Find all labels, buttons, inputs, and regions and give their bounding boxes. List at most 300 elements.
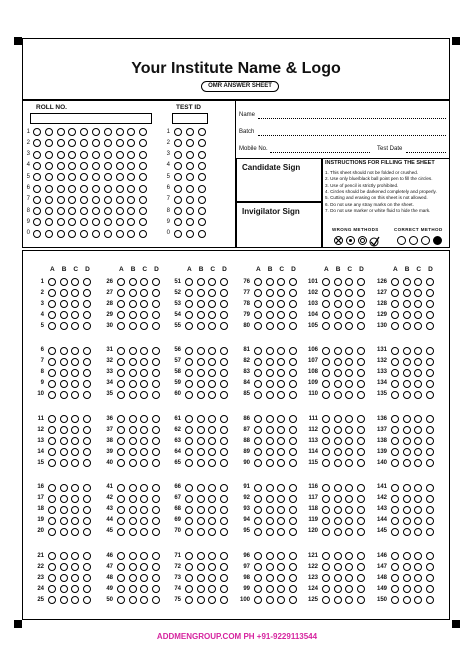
test-id-bubble[interactable] bbox=[174, 162, 182, 170]
roll-no-bubble[interactable] bbox=[57, 196, 65, 204]
answer-bubble[interactable] bbox=[322, 517, 330, 525]
answer-bubble[interactable] bbox=[117, 596, 125, 604]
answer-bubble[interactable] bbox=[117, 448, 125, 456]
answer-bubble[interactable] bbox=[152, 358, 160, 366]
answer-bubble[interactable] bbox=[357, 358, 365, 366]
answer-bubble[interactable] bbox=[117, 484, 125, 492]
answer-bubble[interactable] bbox=[426, 517, 434, 525]
answer-bubble[interactable] bbox=[117, 517, 125, 525]
answer-bubble[interactable] bbox=[197, 278, 205, 286]
answer-bubble[interactable] bbox=[117, 437, 125, 445]
answer-bubble[interactable] bbox=[391, 358, 399, 366]
test-id-bubble[interactable] bbox=[186, 207, 194, 215]
answer-bubble[interactable] bbox=[129, 437, 137, 445]
answer-bubble[interactable] bbox=[334, 437, 342, 445]
roll-no-bubble[interactable] bbox=[104, 128, 112, 136]
answer-bubble[interactable] bbox=[277, 528, 285, 536]
answer-bubble[interactable] bbox=[83, 506, 91, 514]
answer-bubble[interactable] bbox=[197, 495, 205, 503]
answer-bubble[interactable] bbox=[357, 528, 365, 536]
answer-bubble[interactable] bbox=[266, 506, 274, 514]
answer-bubble[interactable] bbox=[83, 391, 91, 399]
answer-bubble[interactable] bbox=[414, 391, 422, 399]
answer-bubble[interactable] bbox=[197, 506, 205, 514]
answer-bubble[interactable] bbox=[129, 322, 137, 330]
roll-no-bubble[interactable] bbox=[92, 128, 100, 136]
test-id-write-box[interactable] bbox=[172, 113, 208, 124]
answer-bubble[interactable] bbox=[391, 415, 399, 423]
answer-bubble[interactable] bbox=[48, 437, 56, 445]
answer-bubble[interactable] bbox=[197, 426, 205, 434]
test-id-bubble[interactable] bbox=[198, 196, 206, 204]
answer-bubble[interactable] bbox=[403, 459, 411, 467]
answer-bubble[interactable] bbox=[129, 506, 137, 514]
answer-bubble[interactable] bbox=[403, 380, 411, 388]
answer-bubble[interactable] bbox=[152, 380, 160, 388]
answer-bubble[interactable] bbox=[414, 358, 422, 366]
test-id-bubble[interactable] bbox=[198, 218, 206, 226]
answer-bubble[interactable] bbox=[117, 552, 125, 560]
answer-bubble[interactable] bbox=[403, 528, 411, 536]
answer-bubble[interactable] bbox=[48, 528, 56, 536]
answer-bubble[interactable] bbox=[334, 391, 342, 399]
answer-bubble[interactable] bbox=[208, 495, 216, 503]
answer-bubble[interactable] bbox=[117, 358, 125, 366]
answer-bubble[interactable] bbox=[266, 369, 274, 377]
answer-bubble[interactable] bbox=[197, 596, 205, 604]
answer-bubble[interactable] bbox=[322, 495, 330, 503]
answer-bubble[interactable] bbox=[391, 278, 399, 286]
roll-no-bubble[interactable] bbox=[104, 230, 112, 238]
answer-bubble[interactable] bbox=[254, 322, 262, 330]
answer-bubble[interactable] bbox=[129, 585, 137, 593]
answer-bubble[interactable] bbox=[322, 278, 330, 286]
answer-bubble[interactable] bbox=[266, 426, 274, 434]
answer-bubble[interactable] bbox=[185, 289, 193, 297]
answer-bubble[interactable] bbox=[220, 528, 228, 536]
answer-bubble[interactable] bbox=[277, 369, 285, 377]
answer-bubble[interactable] bbox=[345, 391, 353, 399]
answer-bubble[interactable] bbox=[129, 459, 137, 467]
answer-bubble[interactable] bbox=[334, 596, 342, 604]
roll-no-bubble[interactable] bbox=[92, 151, 100, 159]
roll-no-bubble[interactable] bbox=[45, 162, 53, 170]
answer-bubble[interactable] bbox=[266, 448, 274, 456]
answer-bubble[interactable] bbox=[197, 289, 205, 297]
answer-bubble[interactable] bbox=[426, 347, 434, 355]
answer-bubble[interactable] bbox=[185, 517, 193, 525]
answer-bubble[interactable] bbox=[152, 506, 160, 514]
answer-bubble[interactable] bbox=[266, 495, 274, 503]
answer-bubble[interactable] bbox=[48, 426, 56, 434]
answer-bubble[interactable] bbox=[117, 459, 125, 467]
answer-bubble[interactable] bbox=[322, 322, 330, 330]
roll-no-bubble[interactable] bbox=[45, 128, 53, 136]
answer-bubble[interactable] bbox=[129, 484, 137, 492]
answer-bubble[interactable] bbox=[414, 506, 422, 514]
test-id-bubble[interactable] bbox=[174, 185, 182, 193]
answer-bubble[interactable] bbox=[71, 484, 79, 492]
answer-bubble[interactable] bbox=[197, 347, 205, 355]
answer-bubble[interactable] bbox=[60, 358, 68, 366]
roll-no-bubble[interactable] bbox=[57, 128, 65, 136]
roll-no-bubble[interactable] bbox=[116, 196, 124, 204]
answer-bubble[interactable] bbox=[117, 322, 125, 330]
answer-bubble[interactable] bbox=[403, 506, 411, 514]
answer-bubble[interactable] bbox=[185, 278, 193, 286]
answer-bubble[interactable] bbox=[140, 528, 148, 536]
answer-bubble[interactable] bbox=[83, 369, 91, 377]
answer-bubble[interactable] bbox=[197, 358, 205, 366]
answer-bubble[interactable] bbox=[322, 300, 330, 308]
answer-bubble[interactable] bbox=[48, 380, 56, 388]
answer-bubble[interactable] bbox=[254, 596, 262, 604]
answer-bubble[interactable] bbox=[254, 563, 262, 571]
answer-bubble[interactable] bbox=[117, 300, 125, 308]
roll-no-bubble[interactable] bbox=[45, 207, 53, 215]
answer-bubble[interactable] bbox=[60, 506, 68, 514]
answer-bubble[interactable] bbox=[254, 459, 262, 467]
answer-bubble[interactable] bbox=[254, 437, 262, 445]
answer-bubble[interactable] bbox=[71, 347, 79, 355]
roll-no-bubble[interactable] bbox=[116, 151, 124, 159]
answer-bubble[interactable] bbox=[391, 300, 399, 308]
test-id-bubble[interactable] bbox=[186, 230, 194, 238]
answer-bubble[interactable] bbox=[117, 415, 125, 423]
answer-bubble[interactable] bbox=[266, 484, 274, 492]
answer-bubble[interactable] bbox=[334, 415, 342, 423]
answer-bubble[interactable] bbox=[129, 369, 137, 377]
answer-bubble[interactable] bbox=[403, 358, 411, 366]
test-id-bubble[interactable] bbox=[198, 230, 206, 238]
answer-bubble[interactable] bbox=[83, 347, 91, 355]
answer-bubble[interactable] bbox=[345, 517, 353, 525]
answer-bubble[interactable] bbox=[254, 391, 262, 399]
answer-bubble[interactable] bbox=[185, 448, 193, 456]
answer-bubble[interactable] bbox=[403, 391, 411, 399]
answer-bubble[interactable] bbox=[357, 369, 365, 377]
answer-bubble[interactable] bbox=[60, 528, 68, 536]
answer-bubble[interactable] bbox=[220, 484, 228, 492]
answer-bubble[interactable] bbox=[220, 369, 228, 377]
answer-bubble[interactable] bbox=[391, 563, 399, 571]
answer-bubble[interactable] bbox=[185, 358, 193, 366]
answer-bubble[interactable] bbox=[277, 506, 285, 514]
answer-bubble[interactable] bbox=[197, 380, 205, 388]
answer-bubble[interactable] bbox=[60, 574, 68, 582]
answer-bubble[interactable] bbox=[129, 289, 137, 297]
answer-bubble[interactable] bbox=[254, 552, 262, 560]
answer-bubble[interactable] bbox=[185, 415, 193, 423]
answer-bubble[interactable] bbox=[48, 347, 56, 355]
answer-bubble[interactable] bbox=[357, 380, 365, 388]
test-id-bubble[interactable] bbox=[198, 128, 206, 136]
answer-bubble[interactable] bbox=[334, 289, 342, 297]
roll-no-bubble[interactable] bbox=[80, 151, 88, 159]
answer-bubble[interactable] bbox=[197, 322, 205, 330]
answer-bubble[interactable] bbox=[334, 495, 342, 503]
test-id-bubble[interactable] bbox=[174, 128, 182, 136]
roll-no-bubble[interactable] bbox=[104, 151, 112, 159]
answer-bubble[interactable] bbox=[391, 289, 399, 297]
roll-no-bubble[interactable] bbox=[45, 230, 53, 238]
answer-bubble[interactable] bbox=[391, 596, 399, 604]
test-id-bubble[interactable] bbox=[186, 151, 194, 159]
answer-bubble[interactable] bbox=[197, 552, 205, 560]
answer-bubble[interactable] bbox=[403, 484, 411, 492]
answer-bubble[interactable] bbox=[334, 506, 342, 514]
answer-bubble[interactable] bbox=[334, 300, 342, 308]
answer-bubble[interactable] bbox=[60, 426, 68, 434]
roll-no-bubble[interactable] bbox=[68, 151, 76, 159]
answer-bubble[interactable] bbox=[220, 358, 228, 366]
test-id-bubble[interactable] bbox=[186, 173, 194, 181]
answer-bubble[interactable] bbox=[185, 585, 193, 593]
answer-bubble[interactable] bbox=[403, 574, 411, 582]
roll-no-bubble[interactable] bbox=[57, 162, 65, 170]
answer-bubble[interactable] bbox=[140, 484, 148, 492]
roll-no-bubble[interactable] bbox=[116, 128, 124, 136]
roll-no-bubble[interactable] bbox=[116, 207, 124, 215]
answer-bubble[interactable] bbox=[208, 528, 216, 536]
answer-bubble[interactable] bbox=[117, 506, 125, 514]
roll-no-bubble[interactable] bbox=[57, 218, 65, 226]
answer-bubble[interactable] bbox=[322, 459, 330, 467]
answer-bubble[interactable] bbox=[152, 528, 160, 536]
roll-no-bubble[interactable] bbox=[45, 151, 53, 159]
answer-bubble[interactable] bbox=[289, 391, 297, 399]
answer-bubble[interactable] bbox=[426, 484, 434, 492]
answer-bubble[interactable] bbox=[345, 380, 353, 388]
answer-bubble[interactable] bbox=[71, 391, 79, 399]
answer-bubble[interactable] bbox=[48, 322, 56, 330]
answer-bubble[interactable] bbox=[414, 369, 422, 377]
roll-no-bubble[interactable] bbox=[116, 185, 124, 193]
answer-bubble[interactable] bbox=[197, 437, 205, 445]
answer-bubble[interactable] bbox=[197, 391, 205, 399]
answer-bubble[interactable] bbox=[129, 391, 137, 399]
answer-bubble[interactable] bbox=[152, 484, 160, 492]
answer-bubble[interactable] bbox=[322, 596, 330, 604]
answer-bubble[interactable] bbox=[60, 552, 68, 560]
answer-bubble[interactable] bbox=[197, 311, 205, 319]
answer-bubble[interactable] bbox=[254, 380, 262, 388]
answer-bubble[interactable] bbox=[277, 484, 285, 492]
answer-bubble[interactable] bbox=[83, 484, 91, 492]
roll-no-bubble[interactable] bbox=[104, 173, 112, 181]
answer-bubble[interactable] bbox=[403, 347, 411, 355]
answer-bubble[interactable] bbox=[334, 369, 342, 377]
answer-bubble[interactable] bbox=[426, 528, 434, 536]
answer-bubble[interactable] bbox=[345, 495, 353, 503]
test-id-bubble[interactable] bbox=[198, 173, 206, 181]
answer-bubble[interactable] bbox=[185, 484, 193, 492]
roll-no-bubble[interactable] bbox=[57, 207, 65, 215]
answer-bubble[interactable] bbox=[185, 391, 193, 399]
roll-no-bubble[interactable] bbox=[68, 185, 76, 193]
answer-bubble[interactable] bbox=[266, 391, 274, 399]
answer-bubble[interactable] bbox=[60, 347, 68, 355]
answer-bubble[interactable] bbox=[403, 517, 411, 525]
answer-bubble[interactable] bbox=[391, 437, 399, 445]
answer-bubble[interactable] bbox=[289, 506, 297, 514]
answer-bubble[interactable] bbox=[345, 506, 353, 514]
roll-no-bubble[interactable] bbox=[57, 173, 65, 181]
answer-bubble[interactable] bbox=[48, 495, 56, 503]
answer-bubble[interactable] bbox=[129, 358, 137, 366]
answer-bubble[interactable] bbox=[391, 528, 399, 536]
answer-bubble[interactable] bbox=[426, 369, 434, 377]
answer-bubble[interactable] bbox=[60, 596, 68, 604]
answer-bubble[interactable] bbox=[60, 278, 68, 286]
answer-bubble[interactable] bbox=[117, 585, 125, 593]
answer-bubble[interactable] bbox=[254, 426, 262, 434]
answer-bubble[interactable] bbox=[277, 358, 285, 366]
answer-bubble[interactable] bbox=[48, 311, 56, 319]
answer-bubble[interactable] bbox=[403, 437, 411, 445]
answer-bubble[interactable] bbox=[185, 495, 193, 503]
answer-bubble[interactable] bbox=[322, 380, 330, 388]
batch-field-line[interactable] bbox=[258, 135, 446, 136]
answer-bubble[interactable] bbox=[266, 596, 274, 604]
answer-bubble[interactable] bbox=[322, 585, 330, 593]
roll-no-bubble[interactable] bbox=[57, 185, 65, 193]
roll-no-bubble[interactable] bbox=[116, 173, 124, 181]
answer-bubble[interactable] bbox=[48, 415, 56, 423]
answer-bubble[interactable] bbox=[254, 369, 262, 377]
answer-bubble[interactable] bbox=[197, 574, 205, 582]
answer-bubble[interactable] bbox=[185, 426, 193, 434]
answer-bubble[interactable] bbox=[60, 585, 68, 593]
answer-bubble[interactable] bbox=[129, 596, 137, 604]
answer-bubble[interactable] bbox=[129, 448, 137, 456]
roll-no-bubble[interactable] bbox=[92, 162, 100, 170]
answer-bubble[interactable] bbox=[140, 358, 148, 366]
answer-bubble[interactable] bbox=[129, 347, 137, 355]
answer-bubble[interactable] bbox=[254, 585, 262, 593]
roll-no-bubble[interactable] bbox=[57, 139, 65, 147]
answer-bubble[interactable] bbox=[48, 391, 56, 399]
answer-bubble[interactable] bbox=[403, 289, 411, 297]
answer-bubble[interactable] bbox=[403, 552, 411, 560]
roll-no-write-box[interactable] bbox=[30, 113, 152, 124]
answer-bubble[interactable] bbox=[322, 415, 330, 423]
answer-bubble[interactable] bbox=[60, 517, 68, 525]
answer-bubble[interactable] bbox=[414, 517, 422, 525]
answer-bubble[interactable] bbox=[197, 484, 205, 492]
answer-bubble[interactable] bbox=[254, 358, 262, 366]
mobile-field-line[interactable] bbox=[270, 152, 370, 153]
test-id-bubble[interactable] bbox=[198, 185, 206, 193]
answer-bubble[interactable] bbox=[140, 380, 148, 388]
answer-bubble[interactable] bbox=[60, 437, 68, 445]
test-id-bubble[interactable] bbox=[174, 151, 182, 159]
answer-bubble[interactable] bbox=[403, 448, 411, 456]
answer-bubble[interactable] bbox=[60, 289, 68, 297]
answer-bubble[interactable] bbox=[60, 484, 68, 492]
test-id-bubble[interactable] bbox=[174, 230, 182, 238]
answer-bubble[interactable] bbox=[414, 380, 422, 388]
answer-bubble[interactable] bbox=[345, 358, 353, 366]
answer-bubble[interactable] bbox=[254, 289, 262, 297]
answer-bubble[interactable] bbox=[266, 574, 274, 582]
answer-bubble[interactable] bbox=[254, 448, 262, 456]
answer-bubble[interactable] bbox=[254, 278, 262, 286]
answer-bubble[interactable] bbox=[334, 347, 342, 355]
answer-bubble[interactable] bbox=[334, 574, 342, 582]
answer-bubble[interactable] bbox=[60, 300, 68, 308]
answer-bubble[interactable] bbox=[322, 391, 330, 399]
answer-bubble[interactable] bbox=[403, 278, 411, 286]
answer-bubble[interactable] bbox=[48, 596, 56, 604]
answer-bubble[interactable] bbox=[197, 459, 205, 467]
answer-bubble[interactable] bbox=[345, 484, 353, 492]
answer-bubble[interactable] bbox=[403, 322, 411, 330]
test-id-bubble[interactable] bbox=[198, 139, 206, 147]
answer-bubble[interactable] bbox=[266, 289, 274, 297]
answer-bubble[interactable] bbox=[254, 347, 262, 355]
answer-bubble[interactable] bbox=[117, 347, 125, 355]
answer-bubble[interactable] bbox=[357, 506, 365, 514]
answer-bubble[interactable] bbox=[277, 495, 285, 503]
test-id-bubble[interactable] bbox=[198, 207, 206, 215]
answer-bubble[interactable] bbox=[266, 358, 274, 366]
answer-bubble[interactable] bbox=[345, 369, 353, 377]
answer-bubble[interactable] bbox=[254, 506, 262, 514]
answer-bubble[interactable] bbox=[129, 278, 137, 286]
answer-bubble[interactable] bbox=[129, 563, 137, 571]
answer-bubble[interactable] bbox=[266, 311, 274, 319]
answer-bubble[interactable] bbox=[403, 415, 411, 423]
roll-no-bubble[interactable] bbox=[80, 196, 88, 204]
answer-bubble[interactable] bbox=[129, 552, 137, 560]
answer-bubble[interactable] bbox=[60, 391, 68, 399]
answer-bubble[interactable] bbox=[83, 528, 91, 536]
answer-bubble[interactable] bbox=[266, 278, 274, 286]
answer-bubble[interactable] bbox=[266, 415, 274, 423]
answer-bubble[interactable] bbox=[185, 552, 193, 560]
answer-bubble[interactable] bbox=[334, 448, 342, 456]
answer-bubble[interactable] bbox=[266, 380, 274, 388]
answer-bubble[interactable] bbox=[391, 311, 399, 319]
answer-bubble[interactable] bbox=[391, 585, 399, 593]
answer-bubble[interactable] bbox=[197, 585, 205, 593]
answer-bubble[interactable] bbox=[426, 358, 434, 366]
answer-bubble[interactable] bbox=[140, 369, 148, 377]
answer-bubble[interactable] bbox=[334, 552, 342, 560]
answer-bubble[interactable] bbox=[129, 311, 137, 319]
test-id-bubble[interactable] bbox=[186, 162, 194, 170]
answer-bubble[interactable] bbox=[197, 528, 205, 536]
answer-bubble[interactable] bbox=[403, 426, 411, 434]
answer-bubble[interactable] bbox=[391, 506, 399, 514]
answer-bubble[interactable] bbox=[289, 484, 297, 492]
roll-no-bubble[interactable] bbox=[139, 185, 147, 193]
answer-bubble[interactable] bbox=[391, 459, 399, 467]
answer-bubble[interactable] bbox=[266, 563, 274, 571]
answer-bubble[interactable] bbox=[48, 459, 56, 467]
test-id-bubble[interactable] bbox=[186, 196, 194, 204]
answer-bubble[interactable] bbox=[129, 380, 137, 388]
answer-bubble[interactable] bbox=[152, 495, 160, 503]
answer-bubble[interactable] bbox=[334, 484, 342, 492]
answer-bubble[interactable] bbox=[322, 448, 330, 456]
answer-bubble[interactable] bbox=[334, 459, 342, 467]
answer-bubble[interactable] bbox=[197, 369, 205, 377]
answer-bubble[interactable] bbox=[152, 369, 160, 377]
answer-bubble[interactable] bbox=[140, 391, 148, 399]
roll-no-bubble[interactable] bbox=[116, 230, 124, 238]
